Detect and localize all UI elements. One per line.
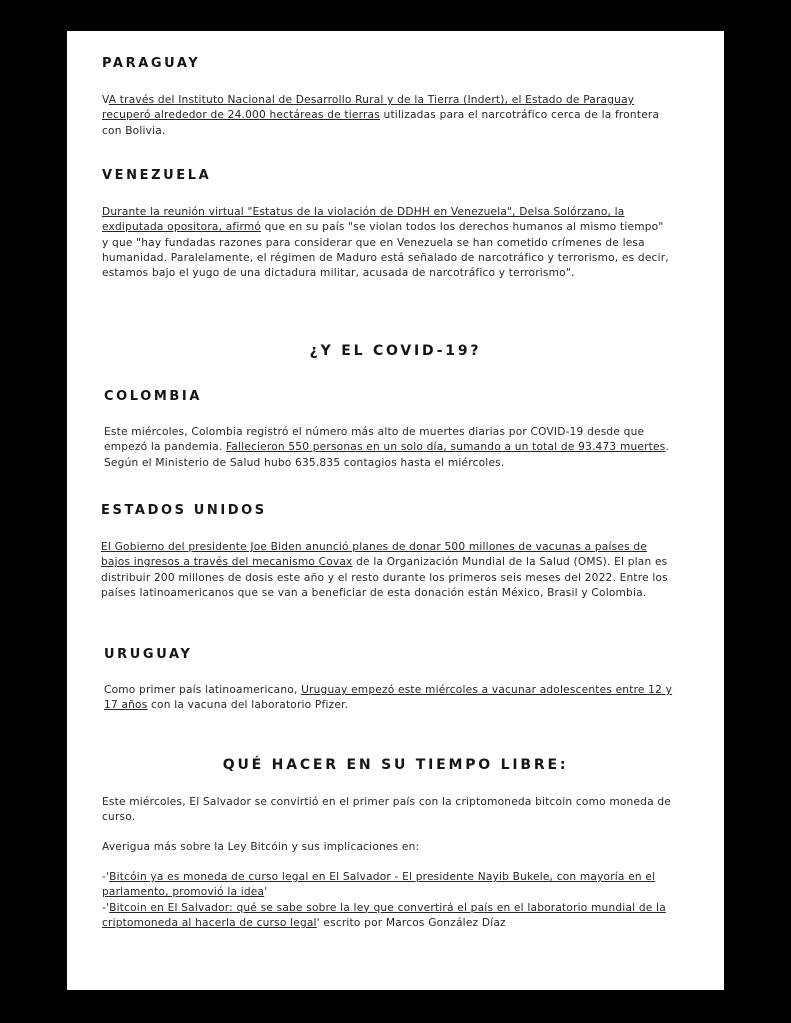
link-item-1-pre: -' xyxy=(102,871,110,883)
bitcoin-article-link-1[interactable]: Bitcóin ya es moneda de curso legal en El Salvador - El presidente Nayib Bukele, con mayoría en el parlamento, promovió la idea xyxy=(102,871,656,899)
paragraph-paraguay xyxy=(102,93,672,139)
section-colombia xyxy=(104,389,674,404)
paragraph-estados-unidos xyxy=(101,540,671,601)
bitcoin-article-link-2[interactable]: Bitcoin en El Salvador: qué se sabe sobre la ley que convertirá el país en el laboratorio mundial de la criptomoneda al hacerla de curso legal xyxy=(102,901,666,929)
eeuu-link[interactable]: El Gobierno del presidente Joe Biden anunció planes de donar 500 millones de vacunas a países de bajos ingresos a través del mecanismo Covax xyxy=(101,541,648,569)
heading-uruguay: URUGUAY xyxy=(104,647,193,662)
paragraph-uruguay xyxy=(104,683,674,714)
section-estados-unidos xyxy=(101,503,671,518)
eeuu-text xyxy=(101,540,671,601)
eeuu-rest: de la Organización Mundial de la Salud (OMS). El plan es distribuir 200 millones de dosis este año y el resto durante los primeros seis meses del 2022. Entre los países latinoamericanos que se van a beneficiar de esta donación están México, Brasil y Colombia. xyxy=(101,556,668,599)
paragraph-venezuela xyxy=(102,205,672,281)
paragraph-colombia xyxy=(104,425,674,471)
section-venezuela xyxy=(102,168,672,183)
free-time-more-text: Averigua más sobre la Ley Bitcóin y sus implicaciones en: xyxy=(102,841,420,853)
covid-title: ¿Y EL COVID-19? xyxy=(309,343,482,359)
colombia-rest: . Según el Ministerio de Salud hubo 635.835 contagios hasta el miércoles. xyxy=(104,441,670,469)
heading-venezuela: VENEZUELA xyxy=(102,168,212,183)
free-time-more xyxy=(102,840,672,855)
link-item-1-post: ' xyxy=(264,886,268,899)
uruguay-link[interactable]: Uruguay empezó este miércoles a vacunar adolescentes entre 12 y 17 años xyxy=(104,684,673,712)
colombia-text xyxy=(104,425,674,471)
link-item-2-pre: -' xyxy=(102,901,110,914)
document-page xyxy=(67,31,724,990)
section-uruguay xyxy=(104,647,674,662)
venezuela-link[interactable]: Durante la reunión virtual "Estatus de la violación de DDHH en Venezuela", Delsa Solórzano, la exdiputada opositora, afirmó xyxy=(102,206,625,234)
paraguay-text xyxy=(102,93,672,139)
uruguay-pre: Como primer país latinoamericano, xyxy=(104,684,302,696)
paraguay-rest: utilizadas para el narcotráfico cerca de la frontera con Bolivia. xyxy=(102,109,660,137)
paraguay-prefix: V xyxy=(102,94,109,106)
colombia-pre: Este miércoles, Colombia registró el número más alto de muertes diarias por COVID-19 desde que empezó la pandemia. xyxy=(104,426,645,454)
colombia-link[interactable]: Fallecieron 550 personas en un solo día, sumando a un total de 93.473 muertes xyxy=(225,441,666,454)
paraguay-link[interactable]: A través del Instituto Nacional de Desarrollo Rural y de la Tierra (Indert), el Estado de Paraguay recuperó alrededor de 24.000 hectáreas de tierras xyxy=(102,94,635,122)
heading-paraguay: PARAGUAY xyxy=(102,56,201,71)
link-item-2 xyxy=(102,901,677,932)
free-time-intro: Este miércoles, El Salvador se convirtió en el primer país con la criptomoneda bitcoin como moneda de curso. xyxy=(102,796,672,824)
heading-colombia: COLOMBIA xyxy=(104,389,203,404)
venezuela-rest: que en su país "se violan todos los derechos humanos al mismo tiempo" y que "hay fundadas razones para considerar que en Venezuela se han cometido crímenes de lesa humanidad. Paralelamente, el régimen de Maduro está señalado de narcotráfico y terrorismo, es decir, estamos bajo el yugo de una dictadura militar, acusada de narcotráfico y terrorismo". xyxy=(102,221,669,280)
section-paraguay xyxy=(102,56,672,71)
venezuela-text xyxy=(102,205,672,281)
section-free-time xyxy=(102,795,672,826)
free-time-links xyxy=(102,870,677,931)
heading-estados-unidos: ESTADOS UNIDOS xyxy=(101,503,267,518)
free-time-title: QUÉ HACER EN SU TIEMPO LIBRE: xyxy=(222,757,569,773)
link-item-2-post: ' escrito por Marcos González Díaz xyxy=(316,916,506,929)
link-item-1 xyxy=(102,870,677,901)
uruguay-rest: con la vacuna del laboratorio Pfizer. xyxy=(147,699,349,712)
uruguay-text xyxy=(104,683,674,714)
